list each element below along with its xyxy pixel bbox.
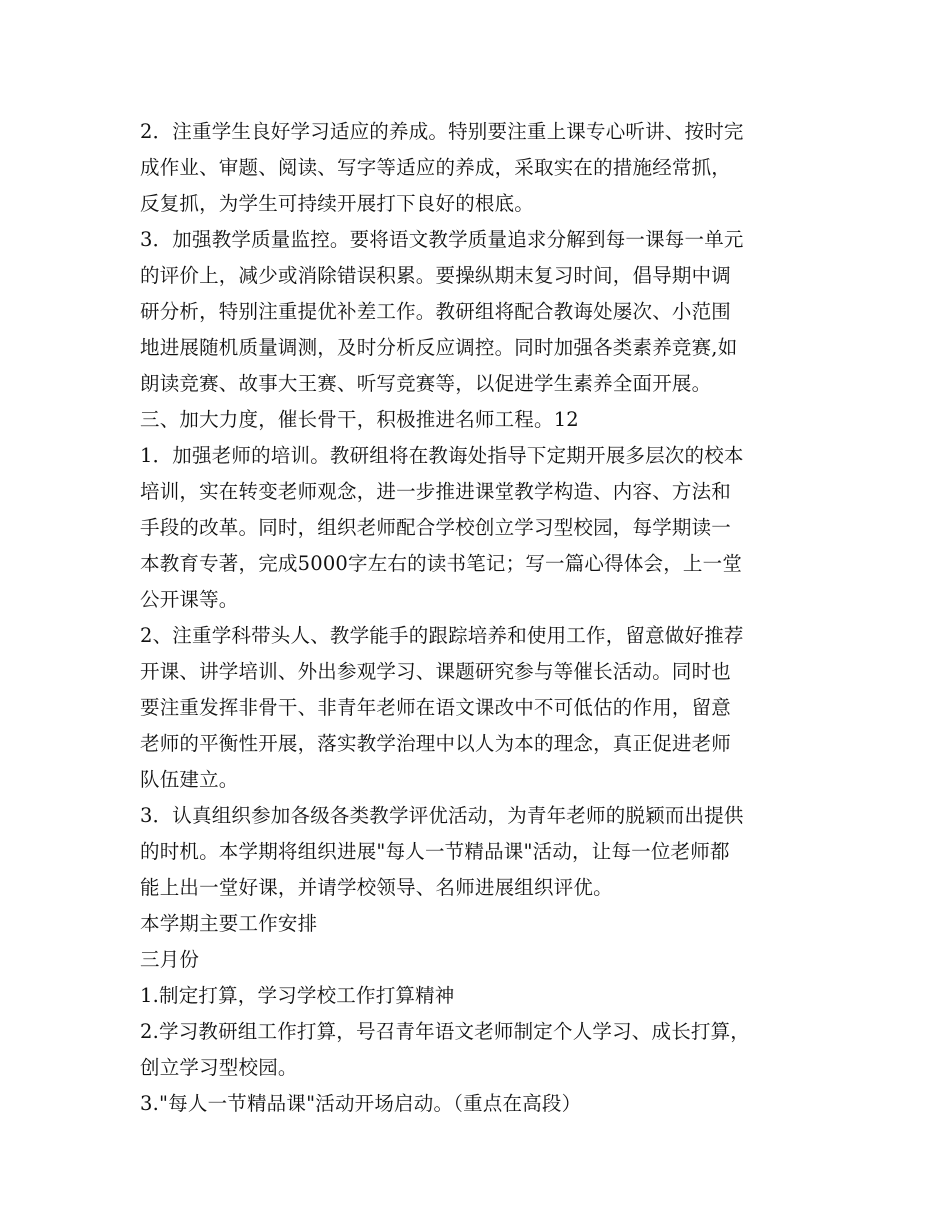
text-line: 3．加强教学质量监控。要将语文教学质量追求分解到每一课每一单元	[140, 228, 744, 251]
text-line: 研分析，特别注重提优补差工作。教研组将配合教诲处屡次、小范围	[140, 300, 732, 323]
section-heading: 本学期主要工作安排	[140, 912, 318, 935]
text-line: 地进展随机质量调测，及时分析反应调控。同时加强各类素养竞赛,如	[140, 336, 738, 359]
text-line: 创立学习型校园。	[140, 1056, 298, 1079]
text-line: 2．注重学生良好学习适应的养成。特别要注重上课专心听讲、按时完	[140, 120, 744, 143]
text-line: 3．认真组织参加各级各类教学评优活动，为青年老师的脱颖而出提供	[140, 804, 744, 827]
text-line: 能上出一堂好课，并请学校领导、名师进展组织评优。	[140, 876, 613, 899]
text-line: 成作业、审题、阅读、写字等适应的养成，采取实在的措施经常抓，	[140, 156, 732, 179]
document-page	[140, 114, 840, 1122]
text-line: 朗读竞赛、故事大王赛、听写竞赛等，以促进学生素养全面开展。	[140, 372, 712, 395]
list-item: 3."每人一节精品课"活动开场启动。（重点在高段）	[140, 1092, 582, 1115]
section-heading: 三、加大力度，催长骨干，积极推进名师工程。12	[140, 408, 579, 431]
text-line: 反复抓，为学生可持续开展打下良好的根底。	[140, 192, 535, 215]
text-line: 本教育专著，完成5000字左右的读书笔记；写一篇心得体会，上一堂	[140, 552, 743, 575]
list-item: 1.制定打算，学习学校工作打算精神	[140, 984, 455, 1007]
text-line: 的时机。本学期将组织进展"每人一节精品课"活动，让每一位老师都	[140, 840, 730, 863]
text-line: 培训，实在转变老师观念，进一步推进课堂教学构造、内容、方法和	[140, 480, 732, 503]
text-line: 队伍建立。	[140, 768, 239, 791]
text-line: 老师的平衡性开展，落实教学治理中以人为本的理念，真正促进老师	[140, 732, 732, 755]
month-heading: 三月份	[140, 948, 200, 971]
text-line: 开课、讲学培训、外出参观学习、课题研究参与等催长活动。同时也	[140, 660, 732, 683]
list-item: 2.学习教研组工作打算，号召青年语文老师制定个人学习、成长打算，	[140, 1020, 751, 1043]
text-line: 1．加强老师的培训。教研组将在教诲处指导下定期开展多层次的校本	[140, 444, 744, 467]
text-line: 2、注重学科带头人、教学能手的跟踪培养和使用工作，留意做好推荐	[140, 624, 744, 647]
text-line: 公开课等。	[140, 588, 239, 611]
text-line: 手段的改革。同时，组织老师配合学校创立学习型校园，每学期读一	[140, 516, 732, 539]
text-line: 的评价上，减少或消除错误积累。要操纵期末复习时间，倡导期中调	[140, 264, 732, 287]
text-line: 要注重发挥非骨干、非青年老师在语文课改中不可低估的作用，留意	[140, 696, 732, 719]
